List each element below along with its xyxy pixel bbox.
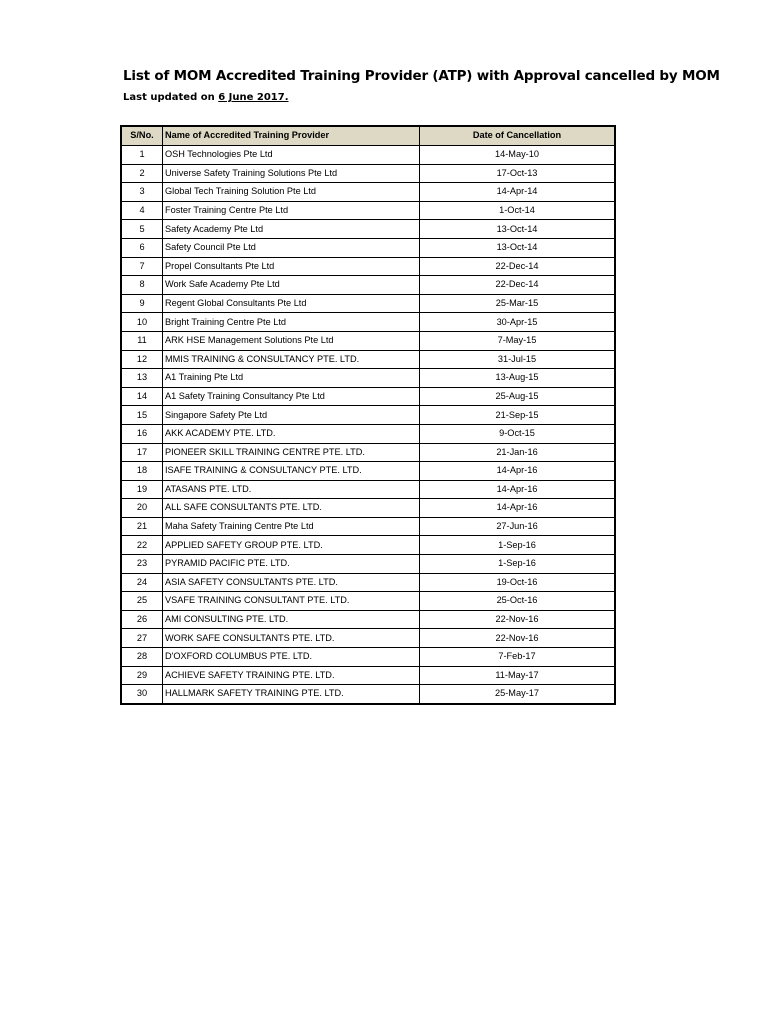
row-sno: 8 bbox=[121, 276, 163, 295]
row-sno: 24 bbox=[121, 573, 163, 592]
row-provider-name: ALL SAFE CONSULTANTS PTE. LTD. bbox=[163, 499, 420, 518]
row-provider-name: Propel Consultants Pte Ltd bbox=[163, 257, 420, 276]
row-cancellation-date: 13-Oct-14 bbox=[420, 220, 616, 239]
row-cancellation-date: 25-Oct-16 bbox=[420, 592, 616, 611]
table-row bbox=[121, 443, 615, 462]
table-row bbox=[121, 666, 615, 685]
row-sno: 25 bbox=[121, 592, 163, 611]
row-provider-name: OSH Technologies Pte Ltd bbox=[163, 146, 420, 165]
table-row bbox=[121, 313, 615, 332]
row-sno: 5 bbox=[121, 220, 163, 239]
row-cancellation-date: 22-Dec-14 bbox=[420, 276, 616, 295]
table-row bbox=[121, 369, 615, 388]
row-provider-name: A1 Training Pte Ltd bbox=[163, 369, 420, 388]
row-provider-name: AKK ACADEMY PTE. LTD. bbox=[163, 424, 420, 443]
row-provider-name: Universe Safety Training Solutions Pte Ltd bbox=[163, 164, 420, 183]
row-sno: 17 bbox=[121, 443, 163, 462]
row-cancellation-date: 17-Oct-13 bbox=[420, 164, 616, 183]
table-row bbox=[121, 183, 615, 202]
row-provider-name: PYRAMID PACIFIC PTE. LTD. bbox=[163, 555, 420, 574]
row-cancellation-date: 31-Jul-15 bbox=[420, 350, 616, 369]
row-cancellation-date: 22-Dec-14 bbox=[420, 257, 616, 276]
row-cancellation-date: 25-Mar-15 bbox=[420, 294, 616, 313]
table-row bbox=[121, 536, 615, 555]
row-provider-name: A1 Safety Training Consultancy Pte Ltd bbox=[163, 387, 420, 406]
row-sno: 6 bbox=[121, 238, 163, 257]
last-updated-prefix: Last updated on bbox=[123, 92, 219, 103]
header-sno: S/No. bbox=[121, 126, 163, 146]
row-provider-name: PIONEER SKILL TRAINING CENTRE PTE. LTD. bbox=[163, 443, 420, 462]
table-row bbox=[121, 555, 615, 574]
table-row bbox=[121, 201, 615, 220]
row-cancellation-date: 13-Oct-14 bbox=[420, 238, 616, 257]
row-provider-name: Foster Training Centre Pte Ltd bbox=[163, 201, 420, 220]
row-provider-name: HALLMARK SAFETY TRAINING PTE. LTD. bbox=[163, 685, 420, 704]
document-title: List of MOM Accredited Training Provider (ATP) with Approval cancelled by MOM bbox=[123, 68, 720, 84]
row-provider-name: Safety Council Pte Ltd bbox=[163, 238, 420, 257]
table-row bbox=[121, 462, 615, 481]
table-row bbox=[121, 257, 615, 276]
row-cancellation-date: 14-Apr-16 bbox=[420, 462, 616, 481]
row-cancellation-date: 14-Apr-16 bbox=[420, 480, 616, 499]
table-row bbox=[121, 629, 615, 648]
row-provider-name: VSAFE TRAINING CONSULTANT PTE. LTD. bbox=[163, 592, 420, 611]
table-row bbox=[121, 220, 615, 239]
row-cancellation-date: 30-Apr-15 bbox=[420, 313, 616, 332]
row-cancellation-date: 7-Feb-17 bbox=[420, 648, 616, 667]
row-sno: 26 bbox=[121, 610, 163, 629]
row-sno: 9 bbox=[121, 294, 163, 313]
last-updated-date: 6 June 2017. bbox=[218, 92, 289, 103]
row-sno: 11 bbox=[121, 331, 163, 350]
table-row bbox=[121, 387, 615, 406]
row-cancellation-date: 14-Apr-14 bbox=[420, 183, 616, 202]
row-provider-name: MMIS TRAINING & CONSULTANCY PTE. LTD. bbox=[163, 350, 420, 369]
row-sno: 18 bbox=[121, 462, 163, 481]
row-sno: 28 bbox=[121, 648, 163, 667]
table-header-row bbox=[121, 126, 615, 146]
row-provider-name: ACHIEVE SAFETY TRAINING PTE. LTD. bbox=[163, 666, 420, 685]
row-sno: 10 bbox=[121, 313, 163, 332]
row-provider-name: Global Tech Training Solution Pte Ltd bbox=[163, 183, 420, 202]
row-provider-name: Safety Academy Pte Ltd bbox=[163, 220, 420, 239]
row-cancellation-date: 22-Nov-16 bbox=[420, 629, 616, 648]
row-provider-name: AMI CONSULTING PTE. LTD. bbox=[163, 610, 420, 629]
row-cancellation-date: 13-Aug-15 bbox=[420, 369, 616, 388]
table-row bbox=[121, 610, 615, 629]
row-provider-name: APPLIED SAFETY GROUP PTE. LTD. bbox=[163, 536, 420, 555]
row-sno: 21 bbox=[121, 517, 163, 536]
row-cancellation-date: 7-May-15 bbox=[420, 331, 616, 350]
row-cancellation-date: 1-Sep-16 bbox=[420, 536, 616, 555]
row-cancellation-date: 9-Oct-15 bbox=[420, 424, 616, 443]
table-row bbox=[121, 350, 615, 369]
last-updated-line bbox=[123, 92, 289, 103]
row-provider-name: ASIA SAFETY CONSULTANTS PTE. LTD. bbox=[163, 573, 420, 592]
table-row bbox=[121, 573, 615, 592]
table-row bbox=[121, 146, 615, 165]
row-sno: 23 bbox=[121, 555, 163, 574]
row-cancellation-date: 21-Sep-15 bbox=[420, 406, 616, 425]
row-sno: 3 bbox=[121, 183, 163, 202]
table-row bbox=[121, 480, 615, 499]
row-sno: 27 bbox=[121, 629, 163, 648]
table-row bbox=[121, 164, 615, 183]
cancelled-atp-table bbox=[120, 125, 616, 705]
row-sno: 7 bbox=[121, 257, 163, 276]
row-sno: 12 bbox=[121, 350, 163, 369]
table-row bbox=[121, 648, 615, 667]
row-sno: 20 bbox=[121, 499, 163, 518]
row-cancellation-date: 11-May-17 bbox=[420, 666, 616, 685]
row-cancellation-date: 14-May-10 bbox=[420, 146, 616, 165]
table-row bbox=[121, 276, 615, 295]
row-sno: 22 bbox=[121, 536, 163, 555]
row-sno: 14 bbox=[121, 387, 163, 406]
table-row bbox=[121, 685, 615, 704]
row-sno: 15 bbox=[121, 406, 163, 425]
row-provider-name: Regent Global Consultants Pte Ltd bbox=[163, 294, 420, 313]
row-sno: 2 bbox=[121, 164, 163, 183]
row-provider-name: Work Safe Academy Pte Ltd bbox=[163, 276, 420, 295]
row-cancellation-date: 19-Oct-16 bbox=[420, 573, 616, 592]
row-sno: 29 bbox=[121, 666, 163, 685]
row-provider-name: Bright Training Centre Pte Ltd bbox=[163, 313, 420, 332]
row-provider-name: Singapore Safety Pte Ltd bbox=[163, 406, 420, 425]
row-provider-name: WORK SAFE CONSULTANTS PTE. LTD. bbox=[163, 629, 420, 648]
row-cancellation-date: 21-Jan-16 bbox=[420, 443, 616, 462]
table-row bbox=[121, 294, 615, 313]
header-provider-name: Name of Accredited Training Provider bbox=[163, 126, 420, 146]
table-row bbox=[121, 424, 615, 443]
row-provider-name: ISAFE TRAINING & CONSULTANCY PTE. LTD. bbox=[163, 462, 420, 481]
row-sno: 13 bbox=[121, 369, 163, 388]
table-row bbox=[121, 331, 615, 350]
row-cancellation-date: 25-May-17 bbox=[420, 685, 616, 704]
row-cancellation-date: 22-Nov-16 bbox=[420, 610, 616, 629]
table-row bbox=[121, 406, 615, 425]
table-row bbox=[121, 238, 615, 257]
row-provider-name: D'OXFORD COLUMBUS PTE. LTD. bbox=[163, 648, 420, 667]
row-provider-name: Maha Safety Training Centre Pte Ltd bbox=[163, 517, 420, 536]
row-sno: 1 bbox=[121, 146, 163, 165]
row-cancellation-date: 1-Sep-16 bbox=[420, 555, 616, 574]
row-provider-name: ARK HSE Management Solutions Pte Ltd bbox=[163, 331, 420, 350]
table-body bbox=[121, 146, 615, 704]
row-cancellation-date: 25-Aug-15 bbox=[420, 387, 616, 406]
table-row bbox=[121, 499, 615, 518]
row-cancellation-date: 14-Apr-16 bbox=[420, 499, 616, 518]
row-cancellation-date: 27-Jun-16 bbox=[420, 517, 616, 536]
table-row bbox=[121, 517, 615, 536]
row-cancellation-date: 1-Oct-14 bbox=[420, 201, 616, 220]
row-sno: 16 bbox=[121, 424, 163, 443]
table-row bbox=[121, 592, 615, 611]
row-sno: 19 bbox=[121, 480, 163, 499]
row-provider-name: ATASANS PTE. LTD. bbox=[163, 480, 420, 499]
row-sno: 30 bbox=[121, 685, 163, 704]
header-cancellation-date: Date of Cancellation bbox=[420, 126, 616, 146]
row-sno: 4 bbox=[121, 201, 163, 220]
